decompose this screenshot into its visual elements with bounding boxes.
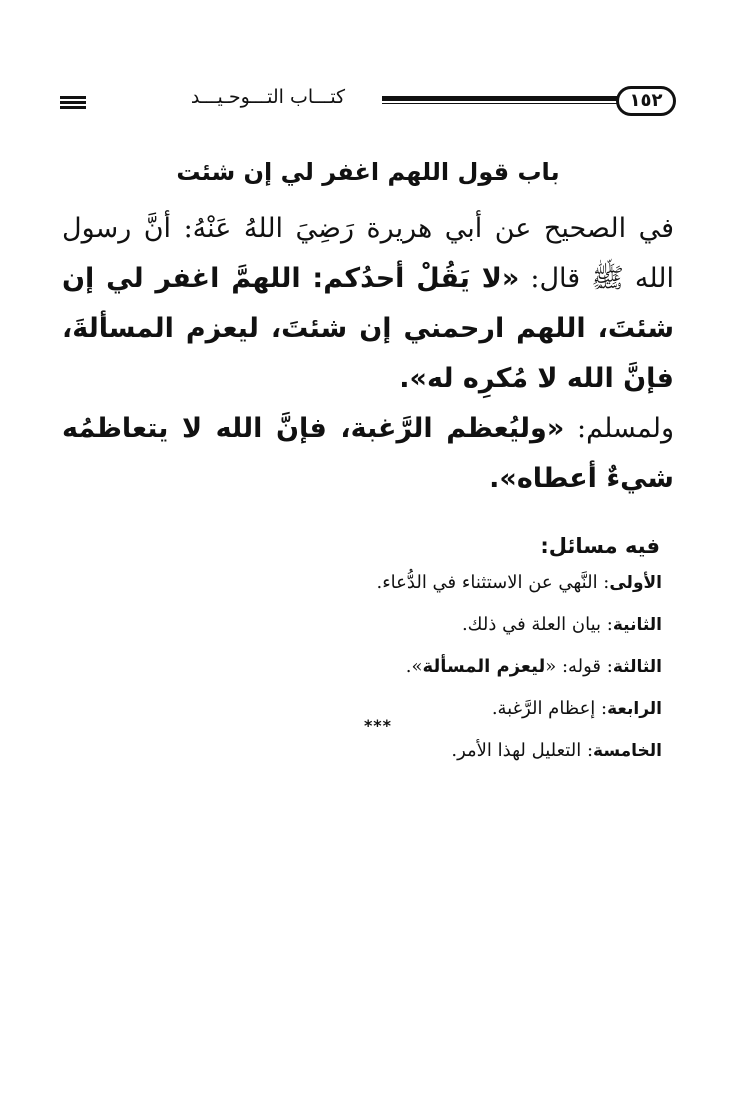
hadith-2-text: «وليُعظم الرَّغبة، فإنَّ الله لا يتعاظمُه شيءٌ أعطاه». [62, 413, 674, 494]
issue-text: : النَّهي عن الاستثناء في الدُّعاء. [376, 572, 610, 593]
section-end-stars: *** [363, 716, 393, 735]
issues-title: فيه مسائل: [540, 534, 660, 558]
issue-text-end: ». [405, 656, 423, 677]
hadith-1-text: «لا يَقُلْ أحدُكم: اللهمَّ اغفر لي إن شئتَ، اللهم ارحمني إن شئتَ، ليعزم المسألةَ، فإنَّ الله لا مُكرِه له». [62, 263, 674, 394]
issue-item-3 [62, 646, 664, 688]
issue-item-1 [62, 562, 664, 604]
issue-label: الخامسة [593, 741, 662, 761]
chapter-title: باب قول اللهم اغفر لي إن شئت [176, 158, 560, 186]
issue-label: الثالثة [612, 657, 662, 677]
header-rule-thick [382, 96, 618, 101]
hadith-2-intro: ولمسلم: [577, 413, 674, 444]
issue-label: الثانية [612, 615, 662, 635]
paragraph-hadith-1 [62, 204, 674, 404]
issue-quote: ليعزم المسألة [422, 656, 546, 677]
hadith-1-intro: في الصحيح عن أبي هريرة رَضِيَ اللهُ عَنْهُ: أنَّ رسول الله ﷺ قال: [62, 213, 674, 294]
issue-label: الرابعة [607, 699, 662, 719]
issues-section [62, 534, 674, 772]
paragraph-hadith-2 [62, 404, 674, 504]
issue-text: : التعليل لهذا الأمر. [451, 740, 594, 761]
book-title: كتـــاب التـــوحـيـــد [190, 86, 346, 108]
header-rule-thin [382, 103, 618, 104]
page-content [62, 150, 674, 772]
issue-label: الأولى [609, 573, 662, 593]
issue-item-2 [62, 604, 664, 646]
issue-text: : قوله: « [545, 656, 613, 677]
issue-text: : بيان العلة في ذلك. [461, 614, 613, 635]
header-ornament [60, 96, 86, 111]
issue-text: : إعظام الرَّغبة. [491, 698, 608, 719]
page-header [60, 82, 676, 122]
issue-item-5 [62, 730, 664, 772]
page-number: ١٥٢ [616, 86, 676, 116]
